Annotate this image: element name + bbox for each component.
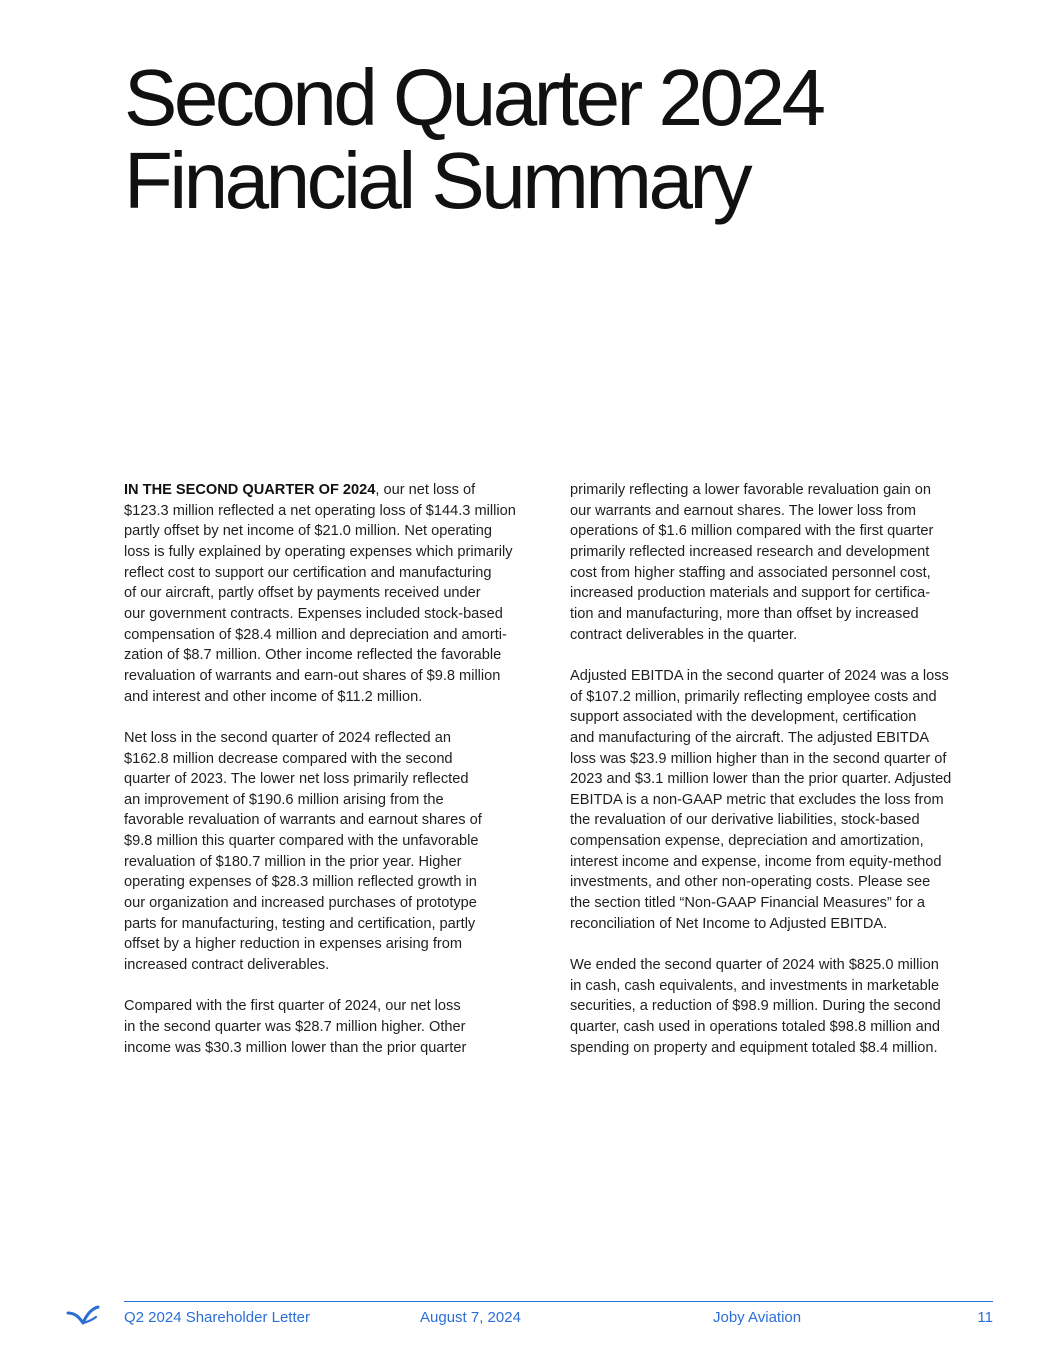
text-line: and interest and other income of $11.2 million. [124, 688, 423, 705]
text-line: operations of $1.6 million compared with the first quarter [570, 523, 934, 540]
left-column [124, 480, 546, 1079]
text-line: zation of $8.7 million. Other income reflected the favorable [124, 647, 502, 664]
text-line: tion and manufacturing, more than offset by increased [570, 605, 919, 622]
title-line-2: Financial Summary [124, 136, 750, 225]
text-line: of $107.2 million, primarily reflecting employee costs and [570, 688, 937, 705]
text-line: the section titled “Non-GAAP Financial Measures” for a [570, 895, 926, 912]
paragraph-quarter-over-quarter-continued [570, 480, 994, 645]
joby-logo-icon [66, 1305, 100, 1327]
text-line: spending on property and equipment totaled $8.4 million. [570, 1039, 938, 1056]
page-number: 11 [977, 1309, 993, 1326]
text-line: our warrants and earnout shares. The lower loss from [570, 502, 917, 519]
text-line: interest income and expense, income from equity-method [570, 853, 942, 870]
text-line: quarter of 2023. The lower net loss primarily reflected [124, 771, 469, 788]
text-line: compensation of $28.4 million and depreciation and amorti- [124, 626, 507, 643]
footer-company: Joby Aviation [713, 1309, 802, 1326]
text-line: We ended the second quarter of 2024 with $825.0 million [570, 957, 939, 974]
text-line: an improvement of $190.6 million arising from the [124, 791, 444, 808]
lead-in-heading: IN THE SECOND QUARTER OF 2024 [124, 482, 376, 498]
text-line: Net loss in the second quarter of 2024 reflected an [124, 729, 451, 746]
text-line: primarily reflected increased research and development [570, 543, 930, 560]
text-line: income was $30.3 million lower than the prior quarter [124, 1039, 467, 1056]
text-line: securities, a reduction of $98.9 million. During the second [570, 998, 941, 1015]
text-line: Compared with the first quarter of 2024, our net loss [124, 998, 461, 1015]
text-line: reconciliation of Net Income to Adjusted EBITDA. [570, 915, 888, 932]
text-line: in cash, cash equivalents, and investments in marketable [570, 977, 940, 994]
text-line: revaluation of $180.7 million in the prior year. Higher [124, 853, 462, 870]
text-line: in the second quarter was $28.7 million higher. Other [124, 1019, 466, 1036]
text-line: $123.3 million reflected a net operating loss of $144.3 million [124, 502, 516, 519]
text-line: IN THE SECOND QUARTER OF 2024, our net loss of [124, 482, 476, 498]
text-line: primarily reflecting a lower favorable revaluation gain on [570, 482, 931, 498]
text-line: increased contract deliverables. [124, 957, 330, 974]
text-line: our government contracts. Expenses included stock-based [124, 605, 503, 622]
text-line: parts for manufacturing, testing and certification, partly [124, 915, 476, 932]
text-line: support associated with the development, certification [570, 709, 917, 726]
text-line: partly offset by net income of $21.0 million. Net operating [124, 523, 493, 540]
text-line: loss is fully explained by operating expenses which primarily [124, 543, 513, 560]
text-line: and manufacturing of the aircraft. The adjusted EBITDA [570, 729, 930, 746]
text-line: our organization and increased purchases of prototype [124, 895, 477, 912]
footer-document-title: Q2 2024 Shareholder Letter [124, 1309, 310, 1326]
text-line: of our aircraft, partly offset by payments received under [124, 585, 481, 602]
text-line: $9.8 million this quarter compared with the unfavorable [124, 833, 479, 850]
text-line: loss was $23.9 million higher than in the second quarter of [570, 750, 947, 767]
right-column [570, 480, 994, 1079]
text-line: revaluation of warrants and earn-out shares of $9.8 million [124, 667, 501, 684]
text-line: favorable revaluation of warrants and earnout shares of [124, 812, 482, 829]
text-line: the revaluation of our derivative liabilities, stock-based [570, 812, 920, 829]
paragraph-adjusted-ebitda [570, 666, 994, 935]
text-line: offset by a higher reduction in expenses arising from [124, 936, 463, 953]
text-line: 2023 and $3.1 million lower than the prior quarter. Adjusted [570, 771, 952, 788]
text-line: quarter, cash used in operations totaled $98.8 million and [570, 1019, 940, 1036]
text-line: $162.8 million decrease compared with the second [124, 750, 453, 767]
paragraph-cash-position [570, 955, 994, 1058]
text-line: cost from higher staffing and associated personnel cost, [570, 564, 931, 581]
text-line: contract deliverables in the quarter. [570, 626, 798, 643]
text-line: reflect cost to support our certification and manufacturing [124, 564, 492, 581]
title-line-1: Second Quarter 2024 [124, 53, 823, 142]
text-line: compensation expense, depreciation and amortization, [570, 833, 924, 850]
text-line: operating expenses of $28.3 million reflected growth in [124, 874, 477, 891]
paragraph-net-loss-summary [124, 480, 546, 707]
footer-divider [124, 1301, 993, 1302]
text-line: investments, and other non-operating costs. Please see [570, 874, 931, 891]
paragraph-year-over-year [124, 728, 546, 976]
paragraph-quarter-over-quarter [124, 996, 546, 1058]
text-line: Adjusted EBITDA in the second quarter of 2024 was a loss [570, 667, 949, 684]
footer-date: August 7, 2024 [420, 1309, 521, 1326]
text-line: increased production materials and support for certifica- [570, 585, 931, 602]
page-title [124, 53, 1004, 225]
text-line: EBITDA is a non-GAAP metric that excludes the loss from [570, 791, 944, 808]
